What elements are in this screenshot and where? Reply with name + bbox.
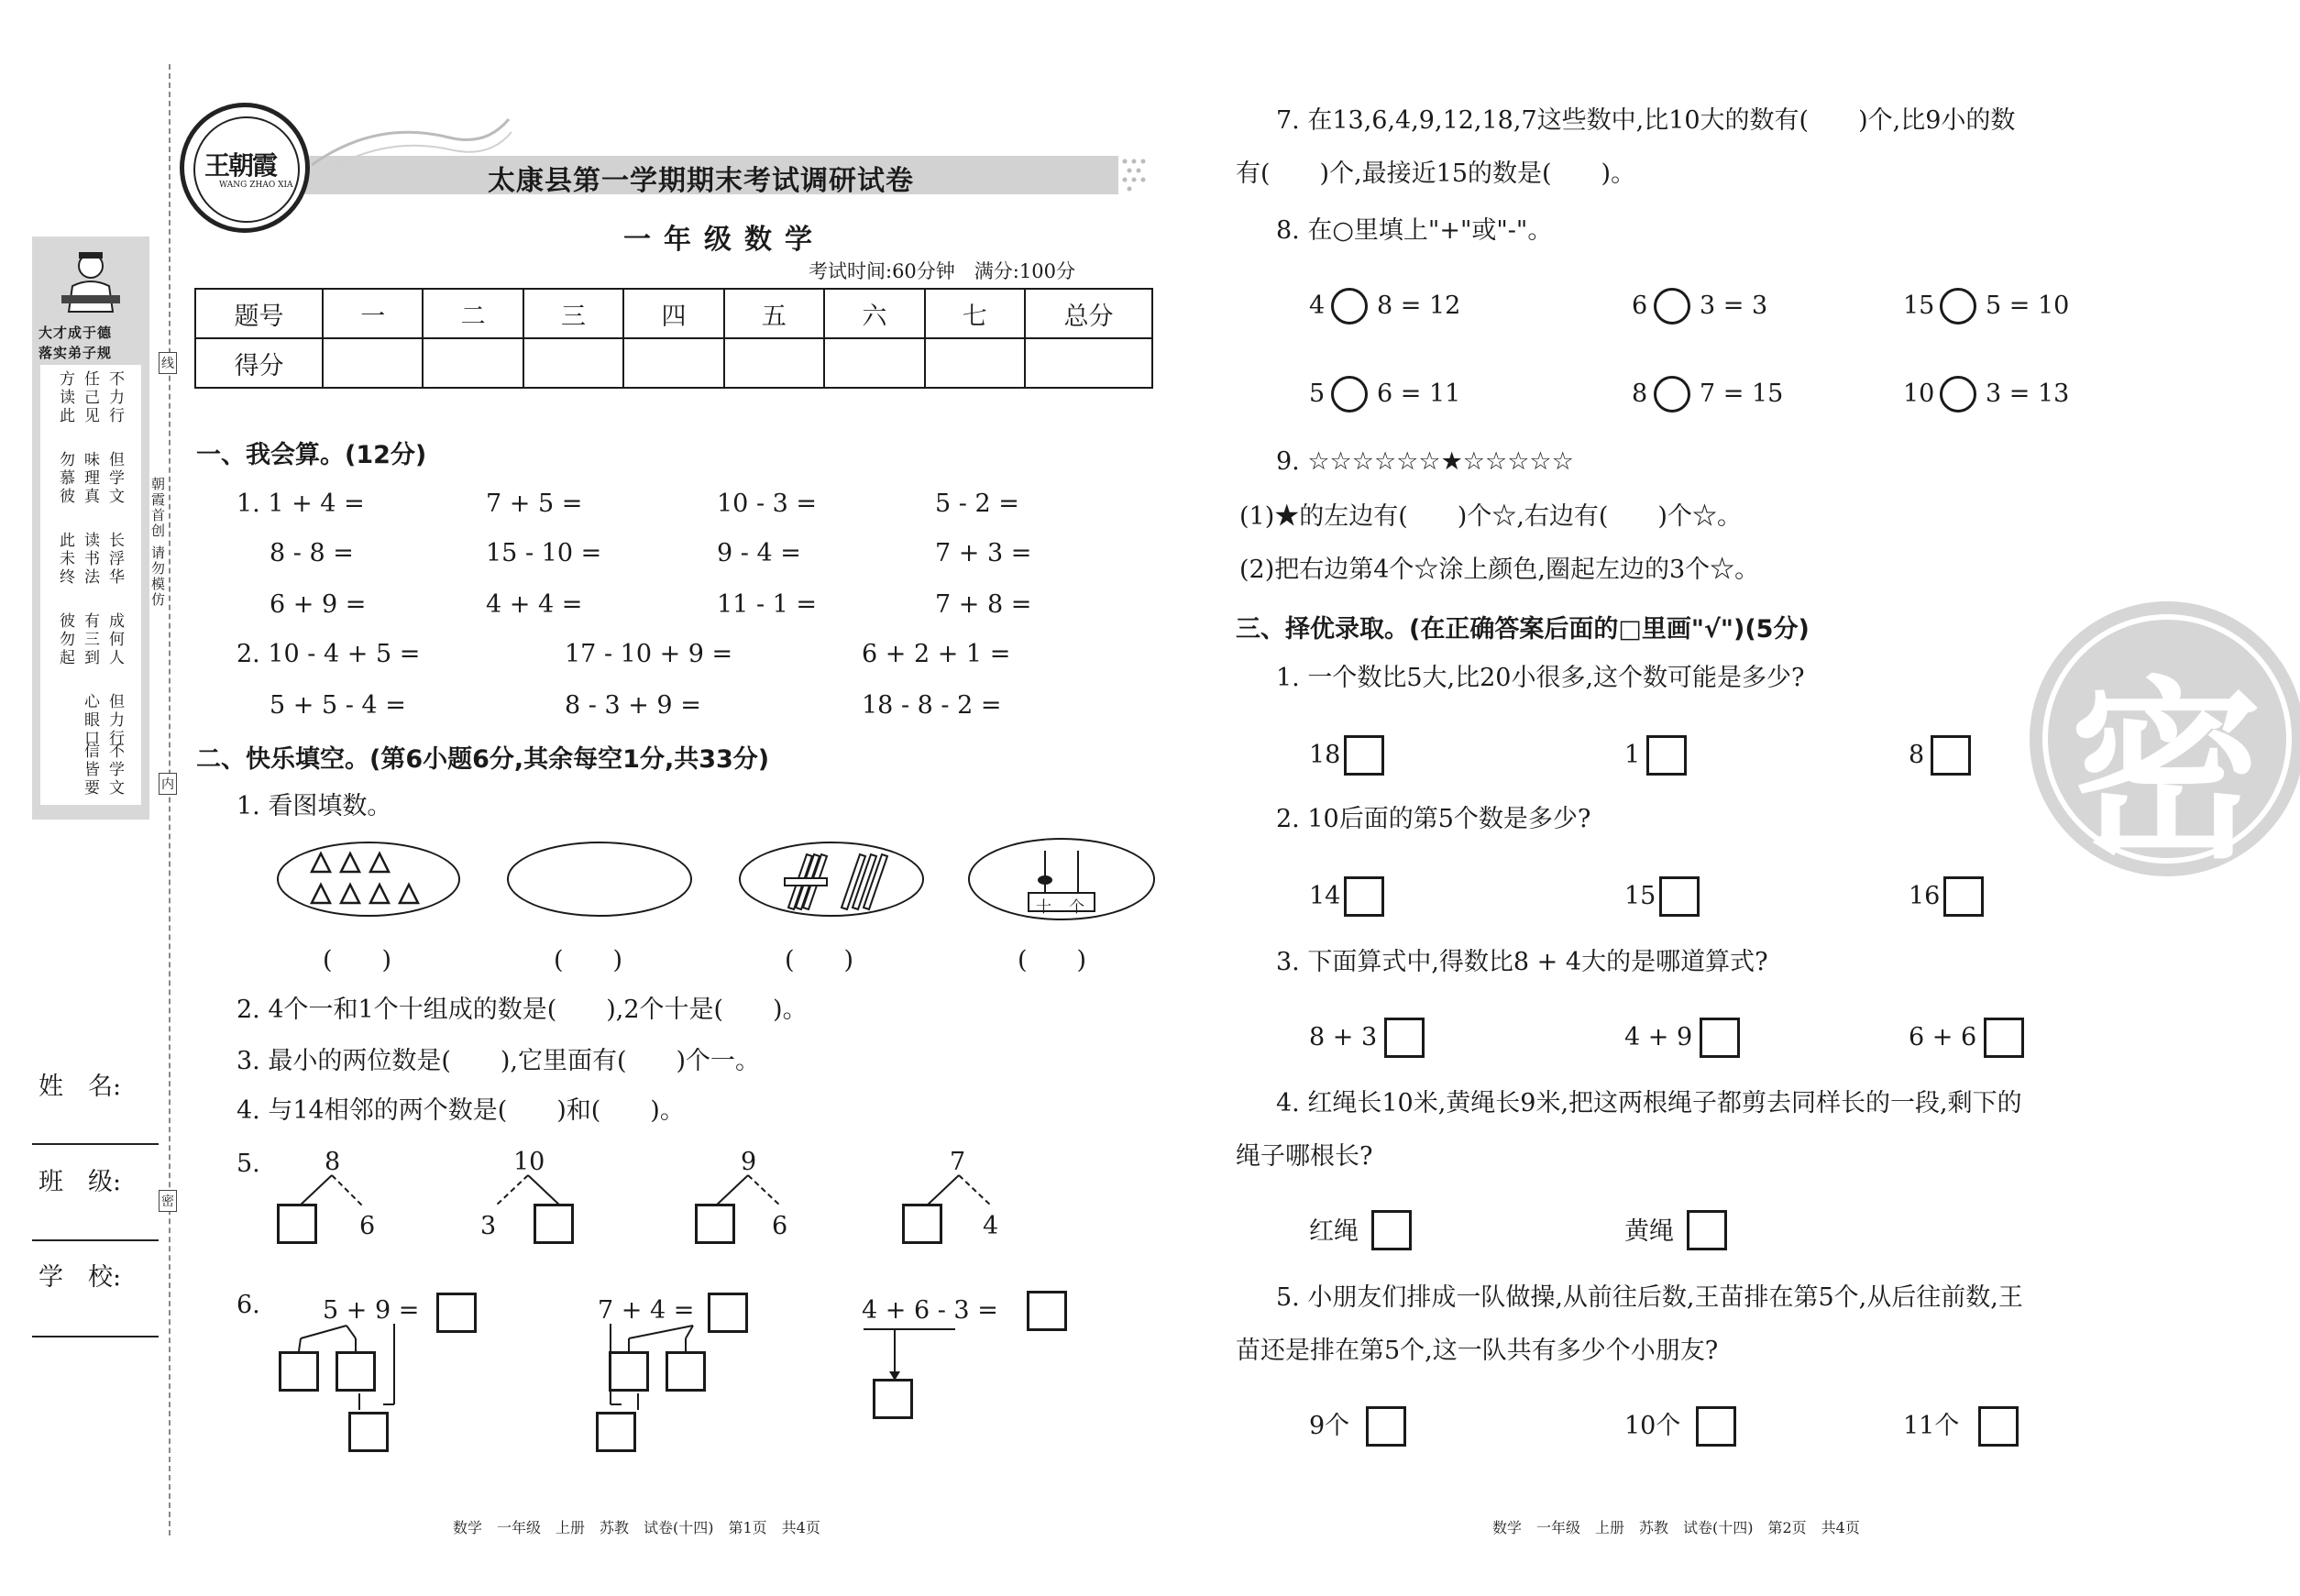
choice-q1-opt-2: 1: [1624, 741, 1641, 769]
choice-q1-opt-1: 18: [1309, 741, 1341, 769]
choice-q5-opt-2: 10个: [1624, 1412, 1681, 1440]
picture-answer-2[interactable]: ( ): [554, 946, 623, 974]
sidebar-verse-2: 勿慕彼: [56, 451, 74, 506]
score-table: [194, 288, 1153, 389]
q6-expr-1: 5 + 9 =: [323, 1296, 420, 1325]
score-row-label: 得分: [195, 338, 323, 388]
sidebar-verse-11: 长浮华: [105, 532, 124, 587]
q8-item-3-right: 5 = 10: [1986, 292, 2070, 320]
sidebar-verse-10: 但学文: [105, 451, 124, 506]
q8-item-4-right: 6 = 11: [1377, 380, 1461, 408]
choice-q2-opt-1: 14: [1309, 882, 1341, 910]
choice-q1-text: 1. 一个数比5大,比20小很多,这个数可能是多少?: [1276, 664, 1805, 692]
fill-q5-label: 5.: [237, 1150, 260, 1178]
q8-item-5-circle[interactable]: [1654, 376, 1690, 413]
score-header-2: 二: [423, 289, 523, 338]
picture-answer-1[interactable]: ( ): [323, 946, 392, 974]
page-1-footer: 数学 一年级 上册 苏教 试卷(十四) 第1页 共4页: [453, 1519, 820, 1536]
choice-q4-text-2: 绳子哪根长?: [1236, 1142, 1373, 1171]
picture-oval-abacus: [968, 838, 1155, 920]
section-1-title: 一、我会算。(12分): [196, 441, 427, 469]
choice-q4-box-2[interactable]: [1687, 1210, 1727, 1250]
q8-item-1-circle[interactable]: [1331, 288, 1368, 325]
calc-mix-2-3: 18 - 8 - 2 =: [862, 691, 1002, 720]
brand-logo-subtext: WANG ZHAO XIA: [219, 181, 293, 190]
confidential-seal-char: 密: [2070, 660, 2263, 876]
q8-item-4-circle[interactable]: [1331, 376, 1368, 413]
calc-1-1: 1. 1 + 4 =: [237, 490, 365, 518]
class-field-line[interactable]: [32, 1239, 159, 1241]
choice-q5-opt-1: 9个: [1309, 1412, 1350, 1440]
tree-4-answer-box[interactable]: [902, 1204, 942, 1244]
fill-q6-label: 6.: [237, 1291, 260, 1319]
picture-oval-triangles: [277, 842, 460, 917]
choice-q2-box-2[interactable]: [1659, 876, 1700, 917]
calc-1-4: 5 - 2 =: [935, 490, 1019, 518]
calc-2-2: 15 - 10 =: [486, 539, 602, 567]
calc-2-1: 8 - 8 =: [270, 539, 354, 567]
q8-item-3-left: 15: [1903, 292, 1935, 320]
stick-bundle-icon: [772, 849, 900, 913]
calc-2-3: 9 - 4 =: [717, 539, 801, 567]
choice-q4-opt-2: 黄绳: [1624, 1217, 1674, 1246]
choice-q2-box-1[interactable]: [1344, 876, 1384, 917]
calc-mix-2-1: 5 + 5 - 4 =: [270, 691, 406, 720]
ribbon-decoration: [312, 101, 513, 183]
score-header-1: 一: [323, 289, 423, 338]
scholar-mascot-icon: [54, 246, 127, 319]
choice-q4-box-1[interactable]: [1371, 1210, 1412, 1250]
score-cell[interactable]: [724, 338, 824, 388]
calc-mix-1-1: 2. 10 - 4 + 5 =: [237, 640, 421, 668]
q8-item-2-right: 3 = 3: [1700, 292, 1768, 320]
score-header-7: 七: [925, 289, 1025, 338]
exam-subject: 一年级数学: [623, 224, 825, 256]
sidebar-verse-3: 此未终: [56, 532, 74, 587]
calc-3-1: 6 + 9 =: [270, 590, 367, 619]
fill-q3-text: 3. 最小的两位数是( ),它里面有( )个一。: [237, 1047, 761, 1075]
score-cell[interactable]: [623, 338, 723, 388]
score-header-3: 三: [523, 289, 623, 338]
choice-q3-opt-1: 8 + 3: [1309, 1023, 1378, 1051]
score-cell[interactable]: [1025, 338, 1152, 388]
section-3-title: 三、择优录取。(在正确答案后面的□里画"√")(5分): [1236, 615, 1810, 644]
abacus-ones-label: 个: [1069, 898, 1084, 917]
q7-line-2: 有( )个,最接近15的数是( )。: [1236, 160, 1636, 188]
tree-1-top: 8: [325, 1148, 341, 1176]
choice-q3-box-2[interactable]: [1700, 1018, 1740, 1058]
score-table-header-row: [195, 289, 1152, 338]
brand-logo-seal: [180, 103, 310, 233]
name-field-label: 姓 名:: [39, 1073, 122, 1101]
score-table-score-row: [195, 338, 1152, 388]
choice-q1-box-2[interactable]: [1646, 735, 1687, 776]
q8-item-6-left: 10: [1903, 380, 1935, 408]
score-header-label: 题号: [195, 289, 323, 338]
choice-q3-opt-2: 4 + 9: [1624, 1023, 1693, 1051]
exam-meta: 考试时间:60分钟 满分:100分: [809, 260, 1075, 282]
sidebar-verse-12: 成何人: [105, 612, 124, 667]
choice-q3-opt-3: 6 + 6: [1909, 1023, 1977, 1051]
picture-answer-3[interactable]: ( ): [785, 946, 854, 974]
tree-1-answer-box[interactable]: [277, 1204, 317, 1244]
q9-part-a: (1)★的左边有( )个☆,右边有( )个☆。: [1239, 502, 1742, 531]
tree-2-left: 3: [480, 1212, 497, 1240]
calc-mix-1-2: 17 - 10 + 9 =: [565, 640, 733, 668]
choice-q3-box-1[interactable]: [1384, 1018, 1425, 1058]
score-cell[interactable]: [323, 338, 423, 388]
sidebar-verse-13: 心眼口: [81, 693, 99, 748]
sidebar-verse-9: 不力行: [105, 370, 124, 425]
choice-q5-box-1[interactable]: [1366, 1406, 1406, 1447]
score-header-6: 六: [824, 289, 924, 338]
picture-answer-4[interactable]: ( ): [1018, 946, 1087, 974]
choice-q2-text: 2. 10后面的第5个数是多少?: [1276, 805, 1591, 833]
q7-line-1: 7. 在13,6,4,9,12,18,7这些数中,比10大的数有( )个,比9小的数: [1276, 106, 2016, 135]
choice-q4-opt-1: 红绳: [1309, 1217, 1359, 1246]
picture-oval-sticks: [739, 842, 924, 917]
sidebar-verse-16: 不学文: [105, 743, 124, 798]
fill-q4-text: 4. 与14相邻的两个数是( )和( )。: [237, 1096, 685, 1125]
q8-item-2-left: 6: [1632, 292, 1648, 320]
score-cell[interactable]: [925, 338, 1025, 388]
score-header-4: 四: [623, 289, 723, 338]
fold-mark-2: 内: [159, 773, 177, 795]
banner-dots-decoration: [1120, 156, 1157, 194]
q9-stars: 9. ☆☆☆☆☆☆★☆☆☆☆☆: [1276, 447, 1574, 476]
calc-3-4: 7 + 8 =: [935, 590, 1032, 619]
q8-item-6-right: 3 = 13: [1986, 380, 2070, 408]
tree-4-top: 7: [950, 1148, 966, 1176]
calc-2-4: 7 + 3 =: [935, 539, 1032, 567]
calc-3-2: 4 + 4 =: [486, 590, 583, 619]
exam-title: 太康县第一学期期末考试调研试卷: [488, 165, 914, 197]
q8-item-1-left: 4: [1309, 292, 1326, 320]
q9-part-b: (2)把右边第4个☆涂上颜色,圈起左边的3个☆。: [1239, 556, 1760, 584]
q8-item-3-circle[interactable]: [1940, 288, 1976, 325]
q8-item-4-left: 5: [1309, 380, 1326, 408]
q6-expr-2: 7 + 4 =: [598, 1296, 695, 1325]
calc-1-3: 10 - 3 =: [717, 490, 818, 518]
sidebar-verse-7: 读书法: [81, 532, 99, 587]
q8-item-5-left: 8: [1632, 380, 1648, 408]
score-cell[interactable]: [423, 338, 523, 388]
choice-q2-opt-3: 16: [1909, 882, 1941, 910]
choice-q5-opt-3: 11个: [1903, 1412, 1960, 1440]
sidebar-verse-1: 方读此: [56, 370, 74, 425]
fold-mark-3: 密: [159, 1190, 177, 1212]
sidebar-verse-8: 有三到: [81, 612, 99, 667]
school-field-line[interactable]: [32, 1336, 159, 1337]
choice-q2-box-3[interactable]: [1943, 876, 1984, 917]
tree-2-top: 10: [513, 1148, 545, 1176]
fill-q1-text: 1. 看图填数。: [237, 792, 392, 820]
calc-mix-1-3: 6 + 2 + 1 =: [862, 640, 1011, 668]
choice-q3-box-3[interactable]: [1984, 1018, 2024, 1058]
tree-1-right: 6: [359, 1212, 376, 1240]
section-2-title: 二、快乐填空。(第6小题6分,其余每空1分,共33分): [196, 745, 770, 774]
sidebar-verse-4: 彼勿起: [56, 612, 74, 667]
choice-q1-box-3[interactable]: [1931, 735, 1971, 776]
sidebar-slogan-1: 大才成于德: [39, 325, 113, 341]
choice-q1-box-1[interactable]: [1344, 735, 1384, 776]
score-cell[interactable]: [523, 338, 623, 388]
sidebar-panel: [32, 237, 149, 820]
sidebar-verse-5: 任己见: [81, 370, 99, 425]
calc-3-3: 11 - 1 =: [717, 590, 818, 619]
make-ten-lines: [275, 1318, 1100, 1437]
tree-3-right: 6: [772, 1212, 788, 1240]
score-header-total: 总分: [1025, 289, 1152, 338]
tree-3-top: 9: [741, 1148, 757, 1176]
brand-logo-text: 王朝霞: [204, 150, 277, 181]
sidebar-slogan-2: 落实弟子规: [39, 345, 113, 361]
fold-mark-1: 线: [159, 352, 177, 374]
choice-q5-box-3[interactable]: [1978, 1406, 2019, 1447]
page-2-footer: 数学 一年级 上册 苏教 试卷(十四) 第2页 共4页: [1492, 1519, 1860, 1536]
copyright-note: 朝霞首创 请勿模仿: [149, 477, 166, 608]
score-cell[interactable]: [824, 338, 924, 388]
confidential-seal: [2030, 601, 2300, 876]
fill-q2-text: 2. 4个一和1个十组成的数是( ),2个十是( )。: [237, 996, 808, 1024]
tree-3-answer-box[interactable]: [695, 1204, 735, 1244]
choice-q4-text-1: 4. 红绳长10米,黄绳长9米,把这两根绳子都剪去同样长的一段,剩下的: [1276, 1089, 2022, 1117]
choice-q5-text-1: 5. 小朋友们排成一队做操,从前往后数,王苗排在第5个,从后往前数,王: [1276, 1283, 2023, 1312]
picture-oval-empty: [507, 842, 692, 917]
sidebar-verse-15: 但力行: [105, 693, 124, 748]
q8-title: 8. 在○里填上"+"或"-"。: [1276, 216, 1553, 245]
name-field-line[interactable]: [32, 1143, 159, 1145]
binding-dash-line: [169, 64, 171, 1535]
calc-mix-2-2: 8 - 3 + 9 =: [565, 691, 701, 720]
q8-item-2-circle[interactable]: [1654, 288, 1690, 325]
school-field-label: 学 校:: [39, 1263, 122, 1292]
split-tree-lines: [275, 1170, 1100, 1225]
choice-q5-box-2[interactable]: [1696, 1406, 1736, 1447]
triangles-icon: [297, 850, 444, 910]
choice-q3-text: 3. 下面算式中,得数比8 + 4大的是哪道算式?: [1276, 948, 1768, 976]
calc-1-2: 7 + 5 =: [486, 490, 583, 518]
q8-item-6-circle[interactable]: [1940, 376, 1976, 413]
class-field-label: 班 级:: [39, 1168, 122, 1196]
choice-q2-opt-2: 15: [1624, 882, 1656, 910]
q8-item-1-right: 8 = 12: [1377, 292, 1461, 320]
q8-item-5-right: 7 = 15: [1700, 380, 1784, 408]
choice-q5-text-2: 苗还是排在第5个,这一队共有多少个小朋友?: [1236, 1337, 1719, 1365]
abacus-tens-label: 十: [1036, 898, 1051, 917]
sidebar-verse-14: 信皆要: [81, 743, 99, 798]
sidebar-verse-6: 味理真: [81, 451, 99, 506]
tree-4-right: 4: [983, 1212, 999, 1240]
q6-expr-3: 4 + 6 - 3 =: [862, 1296, 998, 1325]
choice-q1-opt-3: 8: [1909, 741, 1925, 769]
tree-2-answer-box[interactable]: [534, 1204, 574, 1244]
score-header-5: 五: [724, 289, 824, 338]
